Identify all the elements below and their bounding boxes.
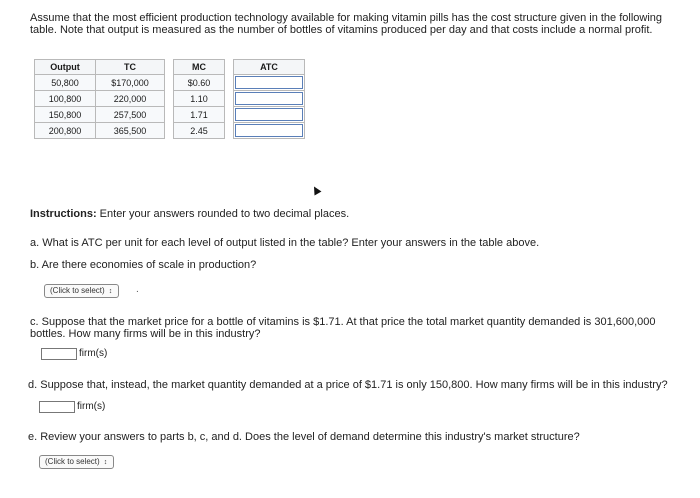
tc-cell: $170,000	[96, 75, 165, 91]
mc-cell: 1.71	[174, 107, 225, 123]
atc-input[interactable]	[235, 76, 303, 89]
atc-input[interactable]	[235, 92, 303, 105]
market-structure-select[interactable]	[39, 455, 114, 469]
intro-text: Assume that the most efficient production technology available for making vitamin pills has the cost structure given in the following table. Note that output is measured as the number of bottles of vitamins produced per day and that costs include a normal profit.	[30, 12, 663, 36]
column-gap	[225, 107, 234, 123]
atc-cell	[234, 107, 305, 123]
column-gap	[225, 60, 234, 75]
select-value: (Click to select)	[45, 457, 100, 466]
mc-cell: $0.60	[174, 75, 225, 91]
mc-cell: 2.45	[174, 123, 225, 139]
question-c: c. Suppose that the market price for a bottle of vitamins is $1.71. At that price the total market quantity demanded is 301,600,000 bottles. How many firms will be in this industry?	[30, 316, 656, 340]
header-output: Output	[35, 60, 96, 75]
atc-cell	[234, 91, 305, 107]
output-cell: 50,800	[35, 75, 96, 91]
instructions-label: Instructions:	[30, 208, 97, 220]
atc-input[interactable]	[235, 108, 303, 121]
atc-cell	[234, 75, 305, 91]
select-value: (Click to select)	[50, 286, 105, 295]
tc-cell: 220,000	[96, 91, 165, 107]
column-gap	[225, 75, 234, 91]
economies-of-scale-select[interactable]	[44, 284, 119, 298]
atc-input[interactable]	[235, 124, 303, 137]
tc-cell: 257,500	[96, 107, 165, 123]
mc-cell: 1.10	[174, 91, 225, 107]
trailing-period: .	[136, 284, 139, 295]
instructions	[30, 208, 349, 220]
table-header-row	[35, 60, 305, 75]
header-tc: TC	[96, 60, 165, 75]
table-row	[35, 107, 305, 123]
select-arrows-icon: ↕	[103, 459, 108, 466]
table-row	[35, 123, 305, 139]
column-gap	[165, 107, 174, 123]
mouse-pointer-icon	[311, 185, 322, 196]
firms-input-d[interactable]	[39, 401, 75, 413]
column-gap	[165, 75, 174, 91]
output-cell: 150,800	[35, 107, 96, 123]
question-e: e. Review your answers to parts b, c, and d. Does the level of demand determine this industry's market structure?	[28, 431, 580, 443]
output-cell: 100,800	[35, 91, 96, 107]
instructions-text: Enter your answers rounded to two decimal places.	[96, 208, 350, 220]
header-mc: MC	[174, 60, 225, 75]
firms-input-c[interactable]	[41, 348, 77, 360]
select-arrows-icon: ↕	[108, 288, 113, 295]
column-gap	[165, 60, 174, 75]
column-gap	[225, 91, 234, 107]
firms-label: firm(s)	[77, 401, 106, 412]
column-gap	[165, 123, 174, 139]
question-b: b. Are there economies of scale in production?	[30, 259, 257, 271]
cost-table	[34, 59, 305, 139]
table-row	[35, 75, 305, 91]
column-gap	[225, 123, 234, 139]
tc-cell: 365,500	[96, 123, 165, 139]
firms-label: firm(s)	[79, 348, 108, 359]
output-cell: 200,800	[35, 123, 96, 139]
column-gap	[165, 91, 174, 107]
question-d: d. Suppose that, instead, the market quantity demanded at a price of $1.71 is only 150,800. How many firms will be in this industry?	[28, 379, 668, 391]
question-a: a. What is ATC per unit for each level of output listed in the table? Enter your answers in the table above.	[30, 237, 540, 249]
atc-cell	[234, 123, 305, 139]
table-row	[35, 91, 305, 107]
header-atc: ATC	[234, 60, 305, 75]
